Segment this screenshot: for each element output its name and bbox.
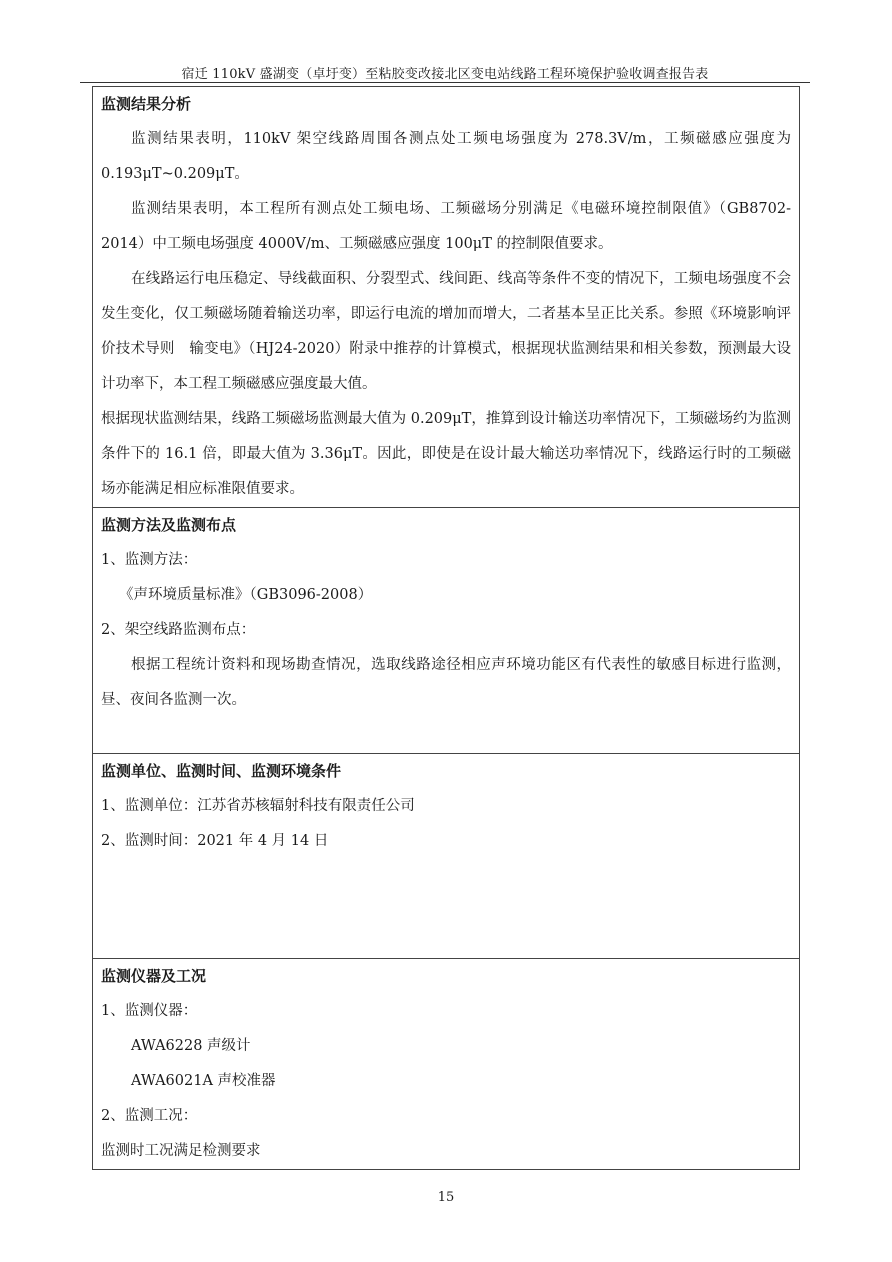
unit-time-cell <box>93 754 800 959</box>
header-rule <box>80 82 810 83</box>
running-header: 宿迁 110kV 盛湖变（卓圩变）至粘胶变改接北区变电站线路工程环境保护验收调查报告表 <box>181 67 709 82</box>
list-item: 1、监测单位：江苏省苏核辐射科技有限责任公司 <box>101 798 415 814</box>
page-number: 15 <box>437 1190 455 1205</box>
list-item: 2、架空线路监测布点： <box>101 622 256 638</box>
section-unit-time-conditions <box>93 754 800 959</box>
paragraph: 监测时工况满足检测要求 <box>101 1143 261 1159</box>
section-instruments-conditions <box>93 959 800 1170</box>
section-title: 监测仪器及工况 <box>101 967 207 985</box>
paragraph: 在线路运行电压稳定、导线截面积、分裂型式、线间距、线高等条件不变的情况下，工频电场强度不会发生变化，仅工频磁场随着输送功率，即运行电流的增加而增大，二者基本呈正比关系。参照《环境影响评价技术导则 输变电》（HJ24-2020）附录中推荐的计算模式，根据现状监测结果和相关参数，预测最大设计功率下，本工程工频磁感应强度最大值。 <box>101 271 791 392</box>
method-points-cell <box>93 508 800 754</box>
section-method-points <box>93 508 800 754</box>
list-item: 2、监测工况： <box>101 1108 198 1124</box>
section-title: 监测方法及监测布点 <box>101 516 237 534</box>
list-item: 1、监测方法： <box>101 552 198 568</box>
paragraph: 监测结果表明，本工程所有测点处工频电场、工频磁场分别满足《电磁环境控制限值》（GB8702-2014）中工频电场强度 4000V/m、工频磁感应强度 100μT 的控制限值要求。 <box>101 201 791 252</box>
section-title: 监测单位、监测时间、监测环境条件 <box>101 762 342 780</box>
paragraph: 根据现状监测结果，线路工频磁场监测最大值为 0.209μT，推算到设计输送功率情况下，工频磁场约为监测条件下的 16.1 倍，即最大值为 3.36μT。因此，即使是在设计最大输送功率情况下，线路运行时的工频磁场亦能满足相应标准限值要求。 <box>101 411 791 497</box>
standard-reference: 《声环境质量标准》（GB3096-2008） <box>119 587 373 603</box>
report-table <box>92 86 800 1170</box>
instrument-item: AWA6021A 声校准器 <box>131 1073 276 1089</box>
instrument-item: AWA6228 声级计 <box>131 1038 251 1054</box>
results-analysis-cell <box>93 87 800 508</box>
paragraph: 监测结果表明，110kV 架空线路周围各测点处工频电场强度为 278.3V/m，工频磁感应强度为 0.193μT~0.209μT。 <box>101 131 791 182</box>
section-title: 监测结果分析 <box>101 95 192 113</box>
list-item: 1、监测仪器： <box>101 1003 198 1019</box>
section-results-analysis <box>93 87 800 508</box>
instruments-cell <box>93 959 800 1170</box>
paragraph: 根据工程统计资料和现场勘查情况，选取线路途径相应声环境功能区有代表性的敏感目标进行监测，昼、夜间各监测一次。 <box>101 657 791 708</box>
list-item: 2、监测时间：2021 年 4 月 14 日 <box>101 833 329 849</box>
